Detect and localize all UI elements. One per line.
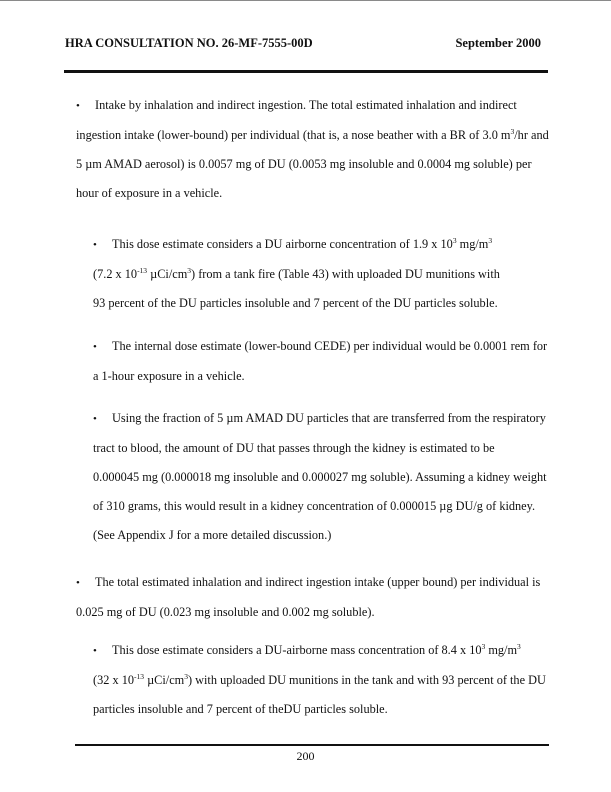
bullet-icon: •: [76, 577, 80, 589]
page-header: [65, 36, 541, 56]
document-date: September 2000: [455, 36, 541, 50]
text-line: • This dose estimate considers a DU airborne concentration of 1.9 x $10^3$ $mg/m^3$: [93, 230, 500, 260]
text-line: 0.025 mg of DU (0.023 mg insoluble and 0.002 mg soluble).: [76, 605, 375, 619]
document-title: HRA CONSULTATION NO. 26-MF-7555-00D: [65, 36, 313, 50]
paragraph-kidney-concentration: [93, 404, 547, 550]
text-line: • This dose estimate considers a DU-airborne mass concentration of 8.4 x $10^3$ $mg/m^3$: [93, 636, 546, 666]
bullet-icon: •: [76, 100, 80, 112]
header-divider: [64, 70, 548, 73]
paragraph-dose-estimate-mass-concentration: [93, 636, 546, 724]
bullet-icon: •: [93, 413, 97, 425]
paragraph-dose-estimate-concentration: [93, 230, 500, 318]
text-line: 93 percent of the DU particles insoluble and 7 percent of the DU particles soluble.: [93, 296, 498, 310]
text-line: • The internal dose estimate (lower-bound CEDE) per individual would be 0.0001 rem for: [93, 332, 547, 362]
bullet-icon: •: [93, 645, 97, 657]
text-line: hour of exposure in a vehicle.: [76, 186, 223, 200]
page-number: 200: [296, 749, 315, 763]
text-line: 0.000045 mg (0.000018 mg insoluble and 0.000027 mg soluble). Assuming a kidney weight: [93, 470, 547, 484]
bullet-icon: •: [93, 239, 97, 251]
text-line: ingestion intake (lower-bound) per individual (that is, a nose beather with a BR of 3.0 $m^3/hr$ and: [76, 127, 549, 142]
paragraph-internal-dose: [93, 332, 547, 391]
text-line: 5 µm AMAD aerosol) is 0.0057 mg of DU (0.0053 mg insoluble and 0.0004 mg soluble) per: [76, 157, 532, 171]
scan-top-edge: [0, 0, 611, 1]
paragraph-intake-lower-bound: [76, 91, 549, 208]
text-line: (See Appendix J for a more detailed discussion.): [93, 528, 332, 542]
text-line: (7.2 x $10^{-13}$ µCi/$cm^3$) from a tank fire (Table 43) with uploaded DU munitions with: [93, 266, 500, 281]
text-line: • Using the fraction of 5 µm AMAD DU particles that are transferred from the respiratory: [93, 404, 547, 434]
paragraph-intake-upper-bound: [76, 568, 540, 627]
bullet-icon: •: [93, 341, 97, 353]
text-line: • The total estimated inhalation and indirect ingestion intake (upper bound) per individual is: [76, 568, 540, 598]
footer-divider: [75, 744, 549, 746]
text-line: tract to blood, the amount of DU that passes through the kidney is estimated to be: [93, 441, 495, 455]
text-line: a 1-hour exposure in a vehicle.: [93, 369, 245, 383]
text-line: (32 x $10^{-13}$ µCi/$cm^3$) with uploaded DU munitions in the tank and with 93 percent of the DU: [93, 672, 546, 687]
text-line: of 310 grams, this would result in a kidney concentration of 0.000015 µg DU/g of kidney.: [93, 499, 536, 513]
text-line: • Intake by inhalation and indirect ingestion. The total estimated inhalation and indirect: [76, 91, 549, 121]
text-line: particles insoluble and 7 percent of theDU particles soluble.: [93, 702, 388, 716]
